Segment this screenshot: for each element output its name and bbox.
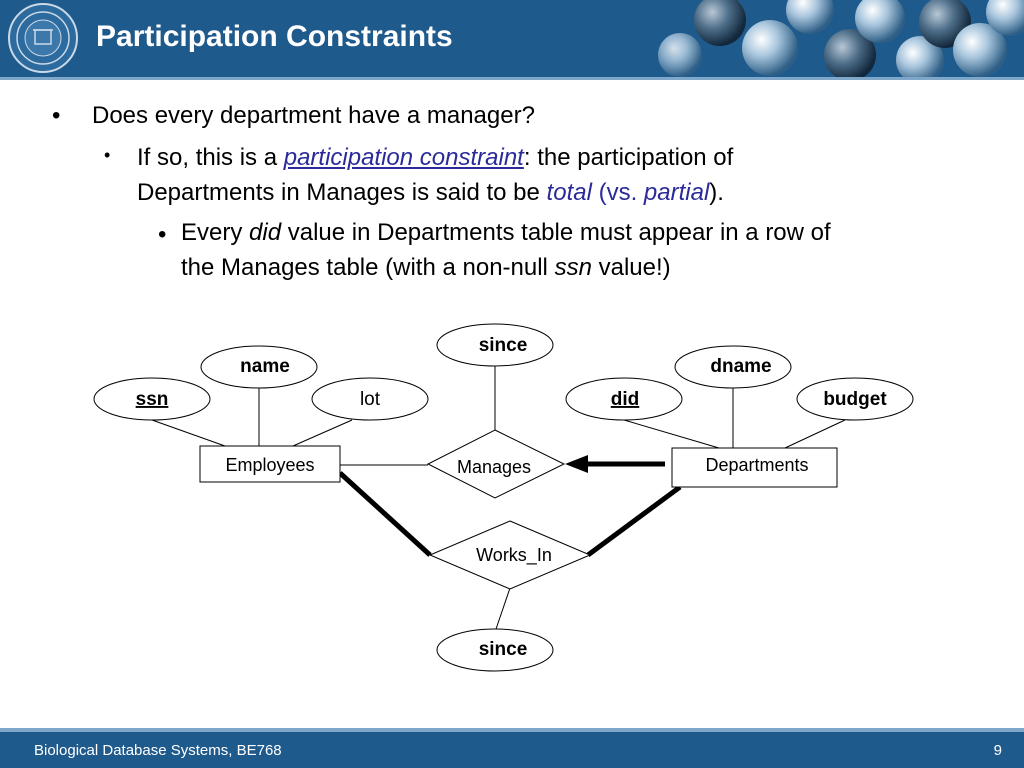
ssn-label: ssn bbox=[135, 389, 169, 410]
bullet-2-pre: If so, this is a bbox=[137, 144, 284, 171]
footer-course-title: Biological Database Systems, BE768 bbox=[34, 742, 282, 759]
since-works-in-label: since bbox=[478, 639, 528, 660]
participation-constraint-link[interactable]: participation constraint bbox=[283, 144, 524, 171]
since-manages-label: since bbox=[478, 335, 528, 356]
since-works-in-connector bbox=[495, 588, 510, 632]
lot-connector bbox=[293, 420, 352, 446]
bullet-3-line2-pre: the Manages table (with a non-null bbox=[181, 254, 555, 281]
bullet-marker-3: • bbox=[158, 221, 167, 248]
partial-term: partial bbox=[643, 179, 710, 206]
attribute-connectors bbox=[152, 366, 845, 632]
manages-arrowhead-icon bbox=[565, 455, 588, 473]
budget-label: budget bbox=[823, 389, 887, 410]
bullet-3-pre: Every bbox=[181, 219, 250, 246]
bullet-2-line2-pre: Departments in Manages is said to be bbox=[137, 179, 547, 206]
bullet-marker-2: • bbox=[104, 145, 111, 165]
page-number: 9 bbox=[993, 742, 1002, 759]
slide-footer bbox=[0, 732, 1024, 768]
bullet-3-post: value in Departments table must appear in a row of bbox=[281, 219, 831, 246]
departments-worksin-thick-line bbox=[588, 487, 680, 555]
departments-label: Departments bbox=[705, 455, 809, 475]
bullet-marker-1: • bbox=[52, 102, 61, 129]
did-term: did bbox=[249, 219, 282, 246]
manages-label: Manages bbox=[456, 457, 532, 477]
bullet-3-line2-post: value!) bbox=[591, 254, 671, 281]
vs-term: (vs. bbox=[591, 179, 644, 206]
did-label: did bbox=[610, 389, 640, 410]
bullet-2-post: : the participation of bbox=[523, 144, 734, 171]
bullet-2-close: ). bbox=[709, 179, 724, 206]
dname-label: dname bbox=[710, 356, 772, 377]
total-term: total bbox=[546, 179, 592, 206]
bullet-1-text: Does every department have a manager? bbox=[92, 102, 535, 129]
slide-title: Participation Constraints bbox=[96, 20, 453, 53]
ssn-term: ssn bbox=[554, 254, 592, 281]
lot-label: lot bbox=[359, 389, 381, 410]
employees-label: Employees bbox=[225, 455, 315, 475]
ssn-connector bbox=[152, 420, 225, 446]
did-connector bbox=[624, 420, 719, 448]
name-label: name bbox=[240, 356, 290, 377]
employees-worksin-thick-line bbox=[340, 473, 430, 555]
works-in-label: Works_In bbox=[476, 545, 552, 565]
budget-connector bbox=[785, 420, 845, 448]
